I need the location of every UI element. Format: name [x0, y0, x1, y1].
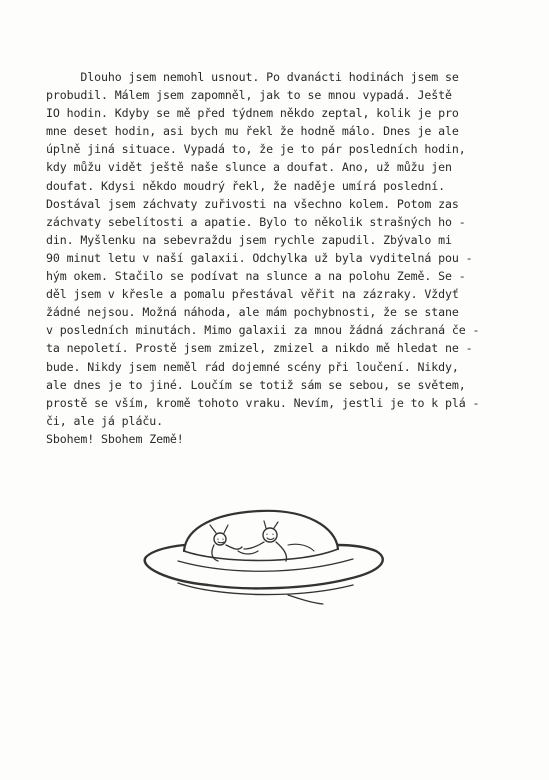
saucer-dome	[184, 511, 338, 551]
text-line: ta nepoletí. Prostě jsem zmizel, zmizel a nikdo mě hledat ne -	[46, 341, 473, 356]
text-line: probudil. Málem jsem zapomněl, jak to se mnou vypadá. Ještě	[46, 88, 452, 103]
pilot-left-head	[214, 533, 226, 545]
pilot-left-face	[218, 539, 224, 543]
text-line: záchvaty sebelítosti a apatie. Bylo to několik strašných ho -	[46, 214, 466, 229]
text-line: 90 minut letu v naší galaxii. Odchylka už byla vyditelná pou -	[46, 250, 473, 265]
text-line: či, ale já pláču.	[46, 413, 163, 428]
text-line: hým okem. Stačilo se podívat na slunce a na polohu Země. Se -	[46, 269, 466, 284]
text-line: bude. Nikdy jsem neměl rád dojemné scény při loučení. Nikdy,	[46, 359, 459, 374]
text-line: úplně jiná situace. Vypadá to, že je to pár posledních hodin,	[46, 142, 466, 157]
text-line: žádné nejsou. Možná náhoda, ale mám pochybnosti, že se stane	[46, 305, 459, 320]
text-line: din. Myšlenku na sebevraždu jsem rychle zapudil. Zbývalo mi	[46, 232, 452, 247]
text-line: kdy můžu vidět ještě naše slunce a doufat. Ano, už můžu jen	[46, 160, 452, 175]
saucer-rim	[145, 545, 383, 588]
cabin-band	[184, 549, 338, 561]
text-line: děl jsem v křesle a pomalu přestával věřit na zázraky. Vždyť	[46, 287, 459, 302]
ufo-drawing	[138, 505, 388, 605]
text-line: IO hodin. Kdyby se mě před týdnem někdo zeptal, kolik je pro	[46, 106, 459, 121]
text-line: prostě se vším, kromě tohoto vraku. Nevím, jestli je to k plá -	[46, 395, 480, 410]
text-line: Dostával jsem záchvaty zuřivosti na všechno kolem. Potom zas	[46, 196, 459, 211]
saucer-rim-left	[146, 545, 184, 557]
text-line: v posledních minutách. Mimo galaxii za mnou žádná záchraná če -	[46, 323, 480, 338]
typewritten-text	[46, 68, 486, 448]
text-line: ale dnes je to jiné. Loučím se totiž sám se sebou, se světem,	[46, 377, 466, 392]
pilot-right-antenna	[264, 521, 278, 528]
cabin-detail	[288, 544, 314, 551]
pilot-right-body	[244, 542, 287, 561]
pilot-right-face	[267, 534, 274, 540]
text-line: doufat. Kdysi někdo moudrý řekl, že naděje umírá poslední.	[46, 178, 446, 193]
saucer-underside-tail	[288, 595, 323, 604]
control-panel	[238, 551, 258, 554]
text-line: Sbohem! Sbohem Země!	[46, 431, 184, 446]
text-line: mne deset hodin, asi bych mu řekl že hodně málo. Dnes je ale	[46, 124, 459, 139]
text-line: Dlouho jsem nemohl usnout. Po dvanácti hodinách jsem se	[46, 70, 459, 84]
pilot-left-antenna	[210, 525, 228, 533]
